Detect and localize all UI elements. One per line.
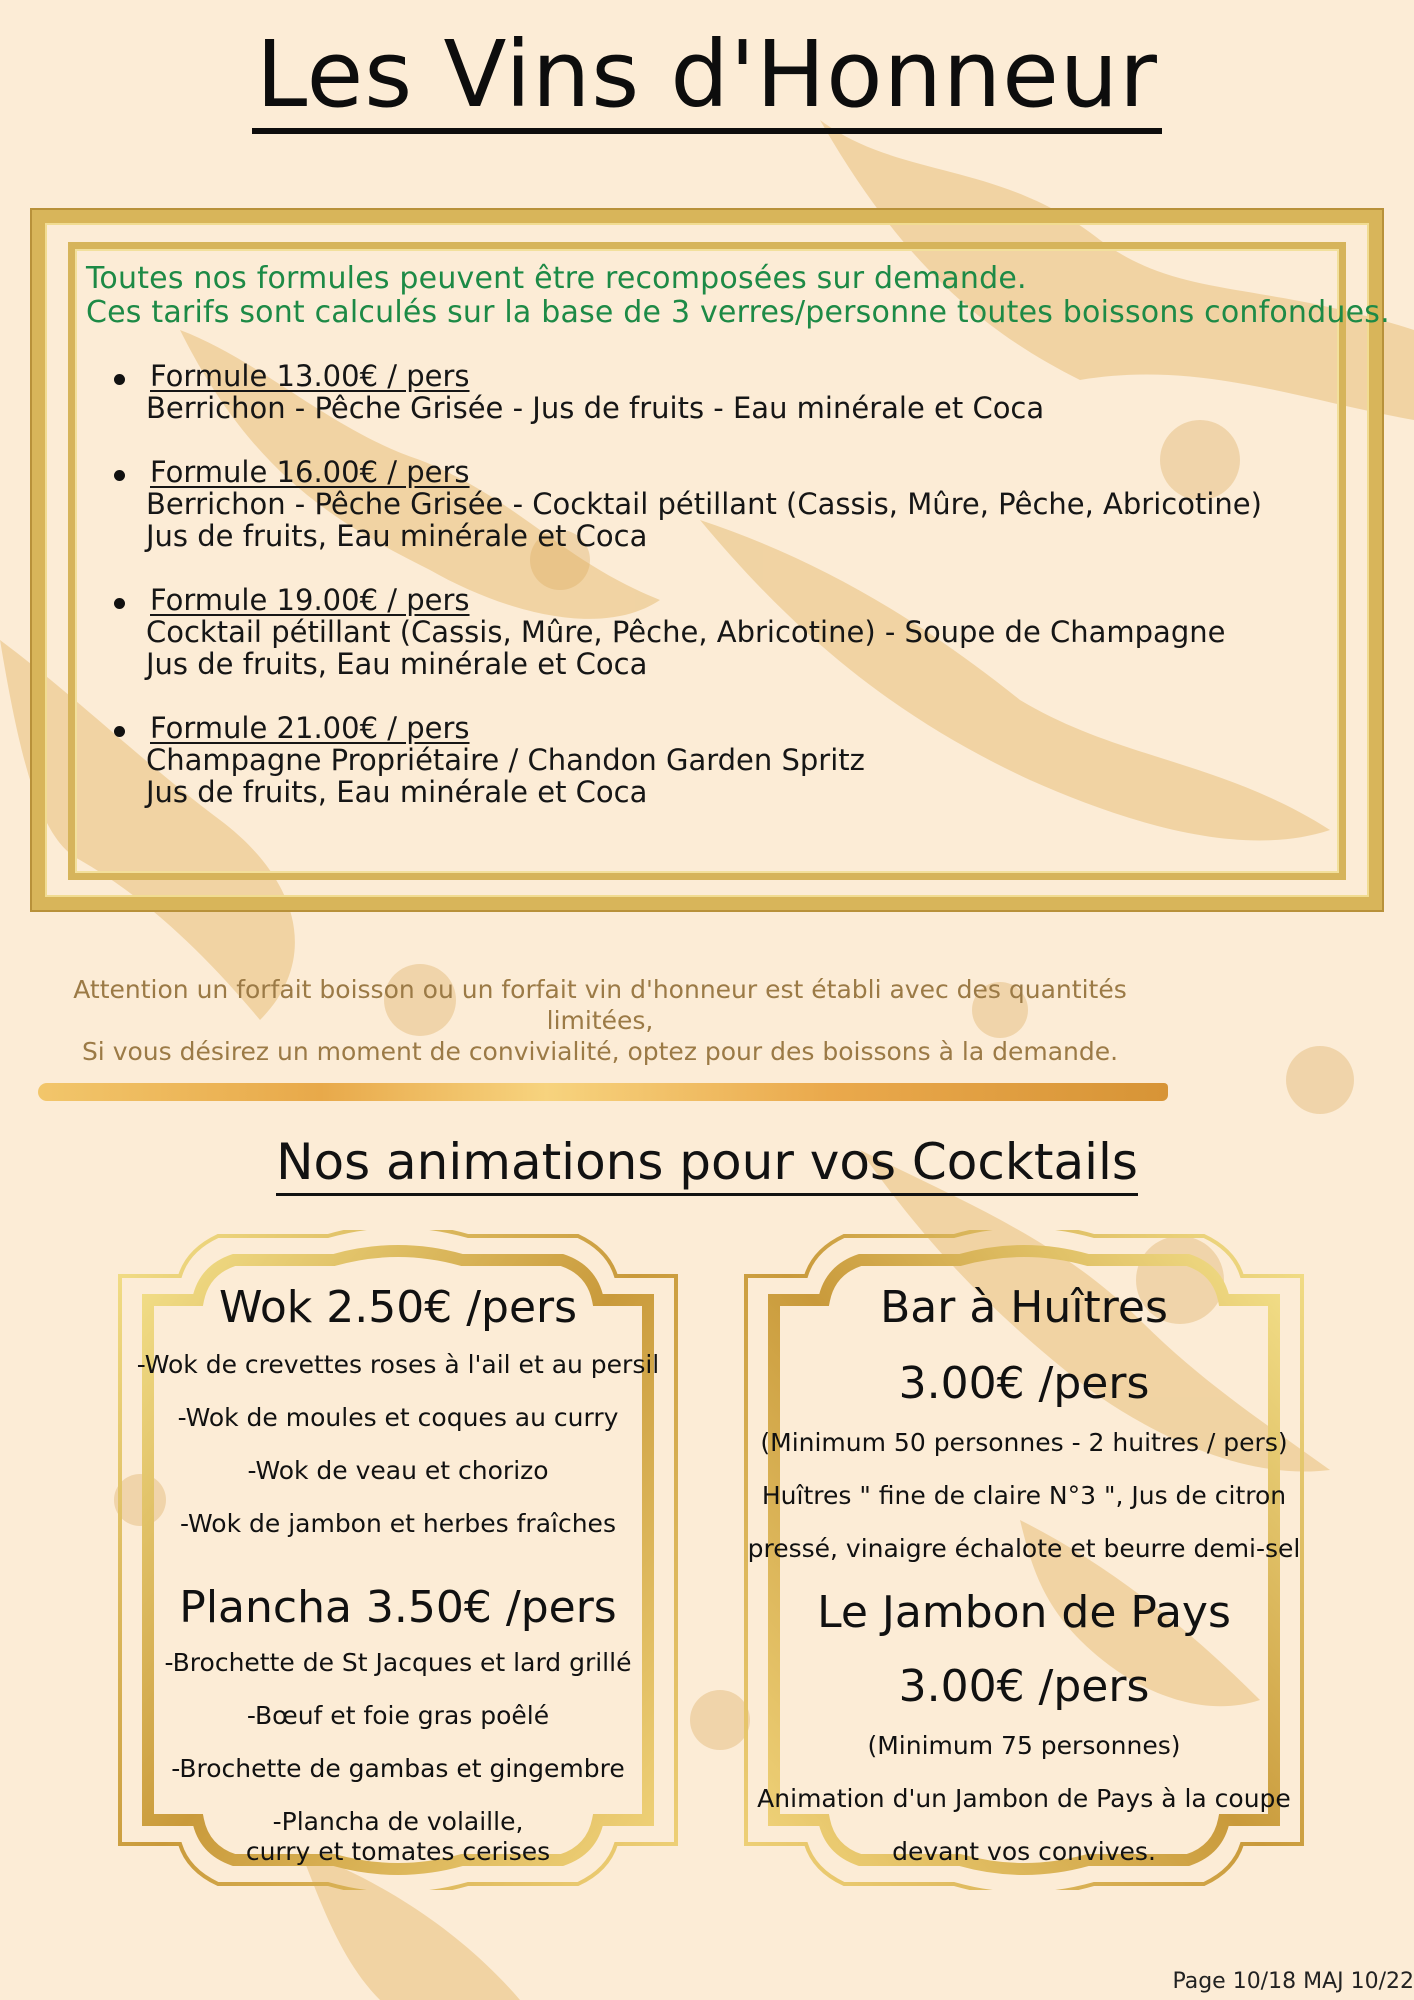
plancha-item: -Brochette de St Jacques et lard grillé xyxy=(164,1648,632,1677)
formule-price: Formule 13.00€ / pers xyxy=(150,359,470,393)
formule-price: Formule 19.00€ / pers xyxy=(150,583,470,617)
wok-plancha-content xyxy=(118,1230,678,1867)
formule-description: Jus de fruits, Eau minérale et Coca xyxy=(146,775,648,809)
formule-item xyxy=(110,584,1310,680)
bar-detail: (Minimum 50 personnes - 2 huitres / pers) xyxy=(760,1428,1288,1457)
jambon-detail: devant vos convives. xyxy=(892,1837,1156,1866)
formule-item xyxy=(110,456,1310,552)
plancha-item: curry et tomates cerises xyxy=(245,1837,551,1866)
huitres-jambon-card xyxy=(744,1230,1304,1890)
animations-title: Nos animations pour vos Cocktails xyxy=(0,1132,1414,1192)
jambon-detail: Animation d'un Jambon de Pays à la coupe xyxy=(757,1784,1291,1813)
jambon-heading: Le Jambon de Pays xyxy=(817,1587,1231,1638)
jambon-detail: (Minimum 75 personnes) xyxy=(867,1731,1181,1760)
plancha-heading: Plancha 3.50€ /pers xyxy=(179,1582,617,1633)
formule-description: Jus de fruits, Eau minérale et Coca xyxy=(146,647,648,681)
formules-list xyxy=(110,360,1310,840)
formule-item xyxy=(110,360,1310,424)
notice-line: Si vous désirez un moment de convivialité, optez pour des boissons à la demande. xyxy=(81,1037,1119,1066)
wok-item: -Wok de veau et chorizo xyxy=(247,1456,549,1485)
page-title: Les Vins d'Honneur xyxy=(0,20,1414,134)
wok-plancha-card xyxy=(118,1230,678,1890)
formule-price: Formule 21.00€ / pers xyxy=(150,711,470,745)
intro-line: Ces tarifs sont calculés sur la base de 3 verres/personne toutes boissons confondues. xyxy=(86,295,1390,330)
formule-description: Jus de fruits, Eau minérale et Coca xyxy=(146,519,648,553)
wok-item: -Wok de crevettes roses à l'ail et au persil xyxy=(136,1350,660,1379)
plancha-item: -Bœuf et foie gras poêlé xyxy=(246,1701,550,1730)
formule-description: Berrichon - Pêche Grisée - Jus de fruits - Eau minérale et Coca xyxy=(146,391,1045,425)
wok-heading: Wok 2.50€ /pers xyxy=(218,1282,578,1333)
formule-description: Cocktail pétillant (Cassis, Mûre, Pêche, Abricotine) - Soupe de Champagne xyxy=(146,615,1226,649)
gold-brush-divider xyxy=(38,1083,1168,1101)
formule-item xyxy=(110,712,1310,808)
jambon-price: 3.00€ /pers xyxy=(898,1661,1150,1712)
wok-item: -Wok de moules et coques au curry xyxy=(177,1403,619,1432)
page-footer: Page 10/18 MAJ 10/22 xyxy=(1172,1969,1414,1994)
formules-intro xyxy=(86,261,1390,330)
plancha-item: -Plancha de volaille, xyxy=(272,1807,524,1836)
bar-price: 3.00€ /pers xyxy=(898,1358,1150,1409)
bar-detail: pressé, vinaigre échalote et beurre demi-sel xyxy=(747,1534,1301,1563)
wok-item: -Wok de jambon et herbes fraîches xyxy=(180,1509,616,1538)
bar-detail: Huîtres " fine de claire N°3 ", Jus de citron xyxy=(761,1481,1287,1510)
plancha-item: -Brochette de gambas et gingembre xyxy=(171,1754,625,1783)
notice-line: Attention un forfait boisson ou un forfait vin d'honneur est établi avec des quantités limitées, xyxy=(73,975,1127,1035)
intro-line: Toutes nos formules peuvent être recomposées sur demande. xyxy=(86,261,1027,296)
bar-heading: Bar à Huîtres xyxy=(880,1282,1168,1333)
formule-description: Berrichon - Pêche Grisée - Cocktail pétillant (Cassis, Mûre, Pêche, Abricotine) xyxy=(146,487,1262,521)
formule-price: Formule 16.00€ / pers xyxy=(150,455,470,489)
quantity-notice xyxy=(40,974,1160,1067)
formule-description: Champagne Propriétaire / Chandon Garden Spritz xyxy=(146,743,865,777)
huitres-jambon-content xyxy=(744,1230,1304,1878)
